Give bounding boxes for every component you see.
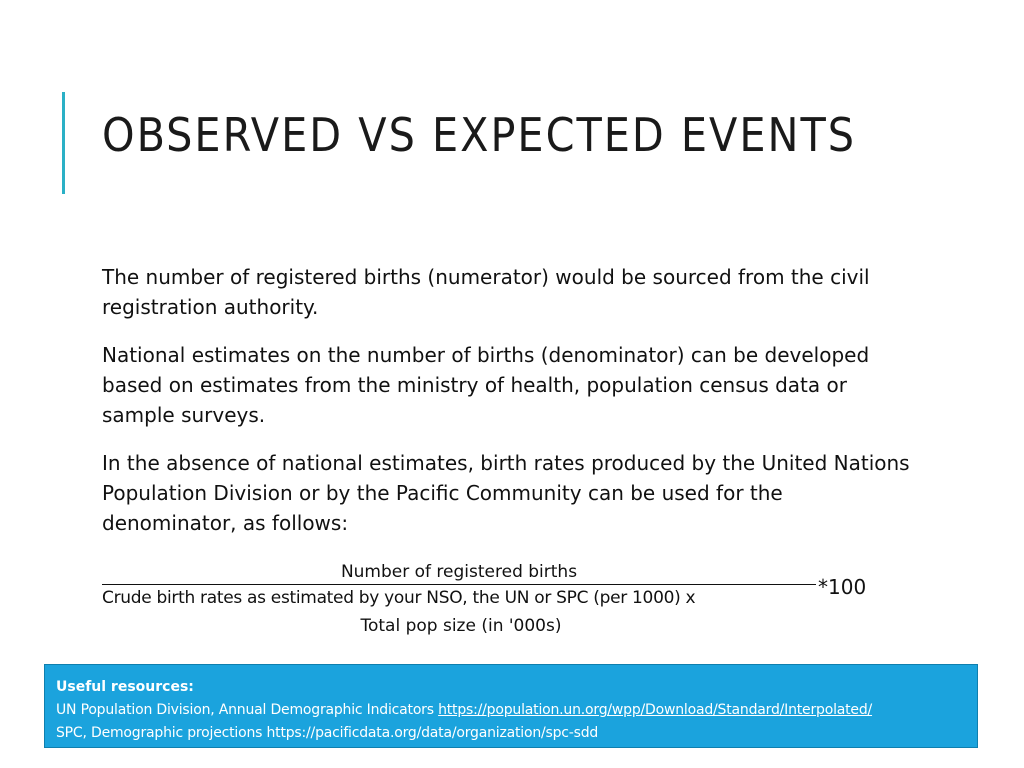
formula-denominator-population: Total pop size (in '000s): [360, 616, 562, 636]
formula-multiplier: *100: [818, 575, 867, 599]
paragraph-alternative-source: In the absence of national estimates, birth rates produced by the United Nations Population Division or by the Pacific Community can be used for the denominator, as follows:: [102, 451, 910, 535]
useful-resources-box: [44, 664, 978, 748]
formula: [102, 560, 892, 650]
resource-spc-projections: SPC, Demographic projections https://pacificdata.org/data/organization/spc-sdd: [56, 725, 599, 741]
un-population-link[interactable]: https://population.un.org/wpp/Download/Standard/Interpolated/: [438, 702, 873, 718]
paragraph-numerator-source: The number of registered births (numerator) would be sourced from the civil registration authority.: [102, 265, 870, 319]
fraction-line: [102, 584, 816, 585]
title-accent-bar: [62, 92, 65, 194]
resource-un-label: UN Population Division, Annual Demographic Indicators: [56, 702, 439, 718]
formula-numerator: Number of registered births: [340, 562, 578, 582]
resource-un-population: [56, 699, 977, 722]
paragraph-denominator-source: National estimates on the number of births (denominator) can be developed based on estimates from the ministry of health, population census data or sample surveys.: [102, 343, 870, 427]
body-text: [102, 262, 922, 556]
resources-heading: Useful resources:: [56, 679, 194, 695]
formula-denominator: Crude birth rates as estimated by your NSO, the UN or SPC (per 1000) x: [102, 588, 696, 608]
slide-title: OBSERVED VS EXPECTED EVENTS: [102, 108, 856, 162]
